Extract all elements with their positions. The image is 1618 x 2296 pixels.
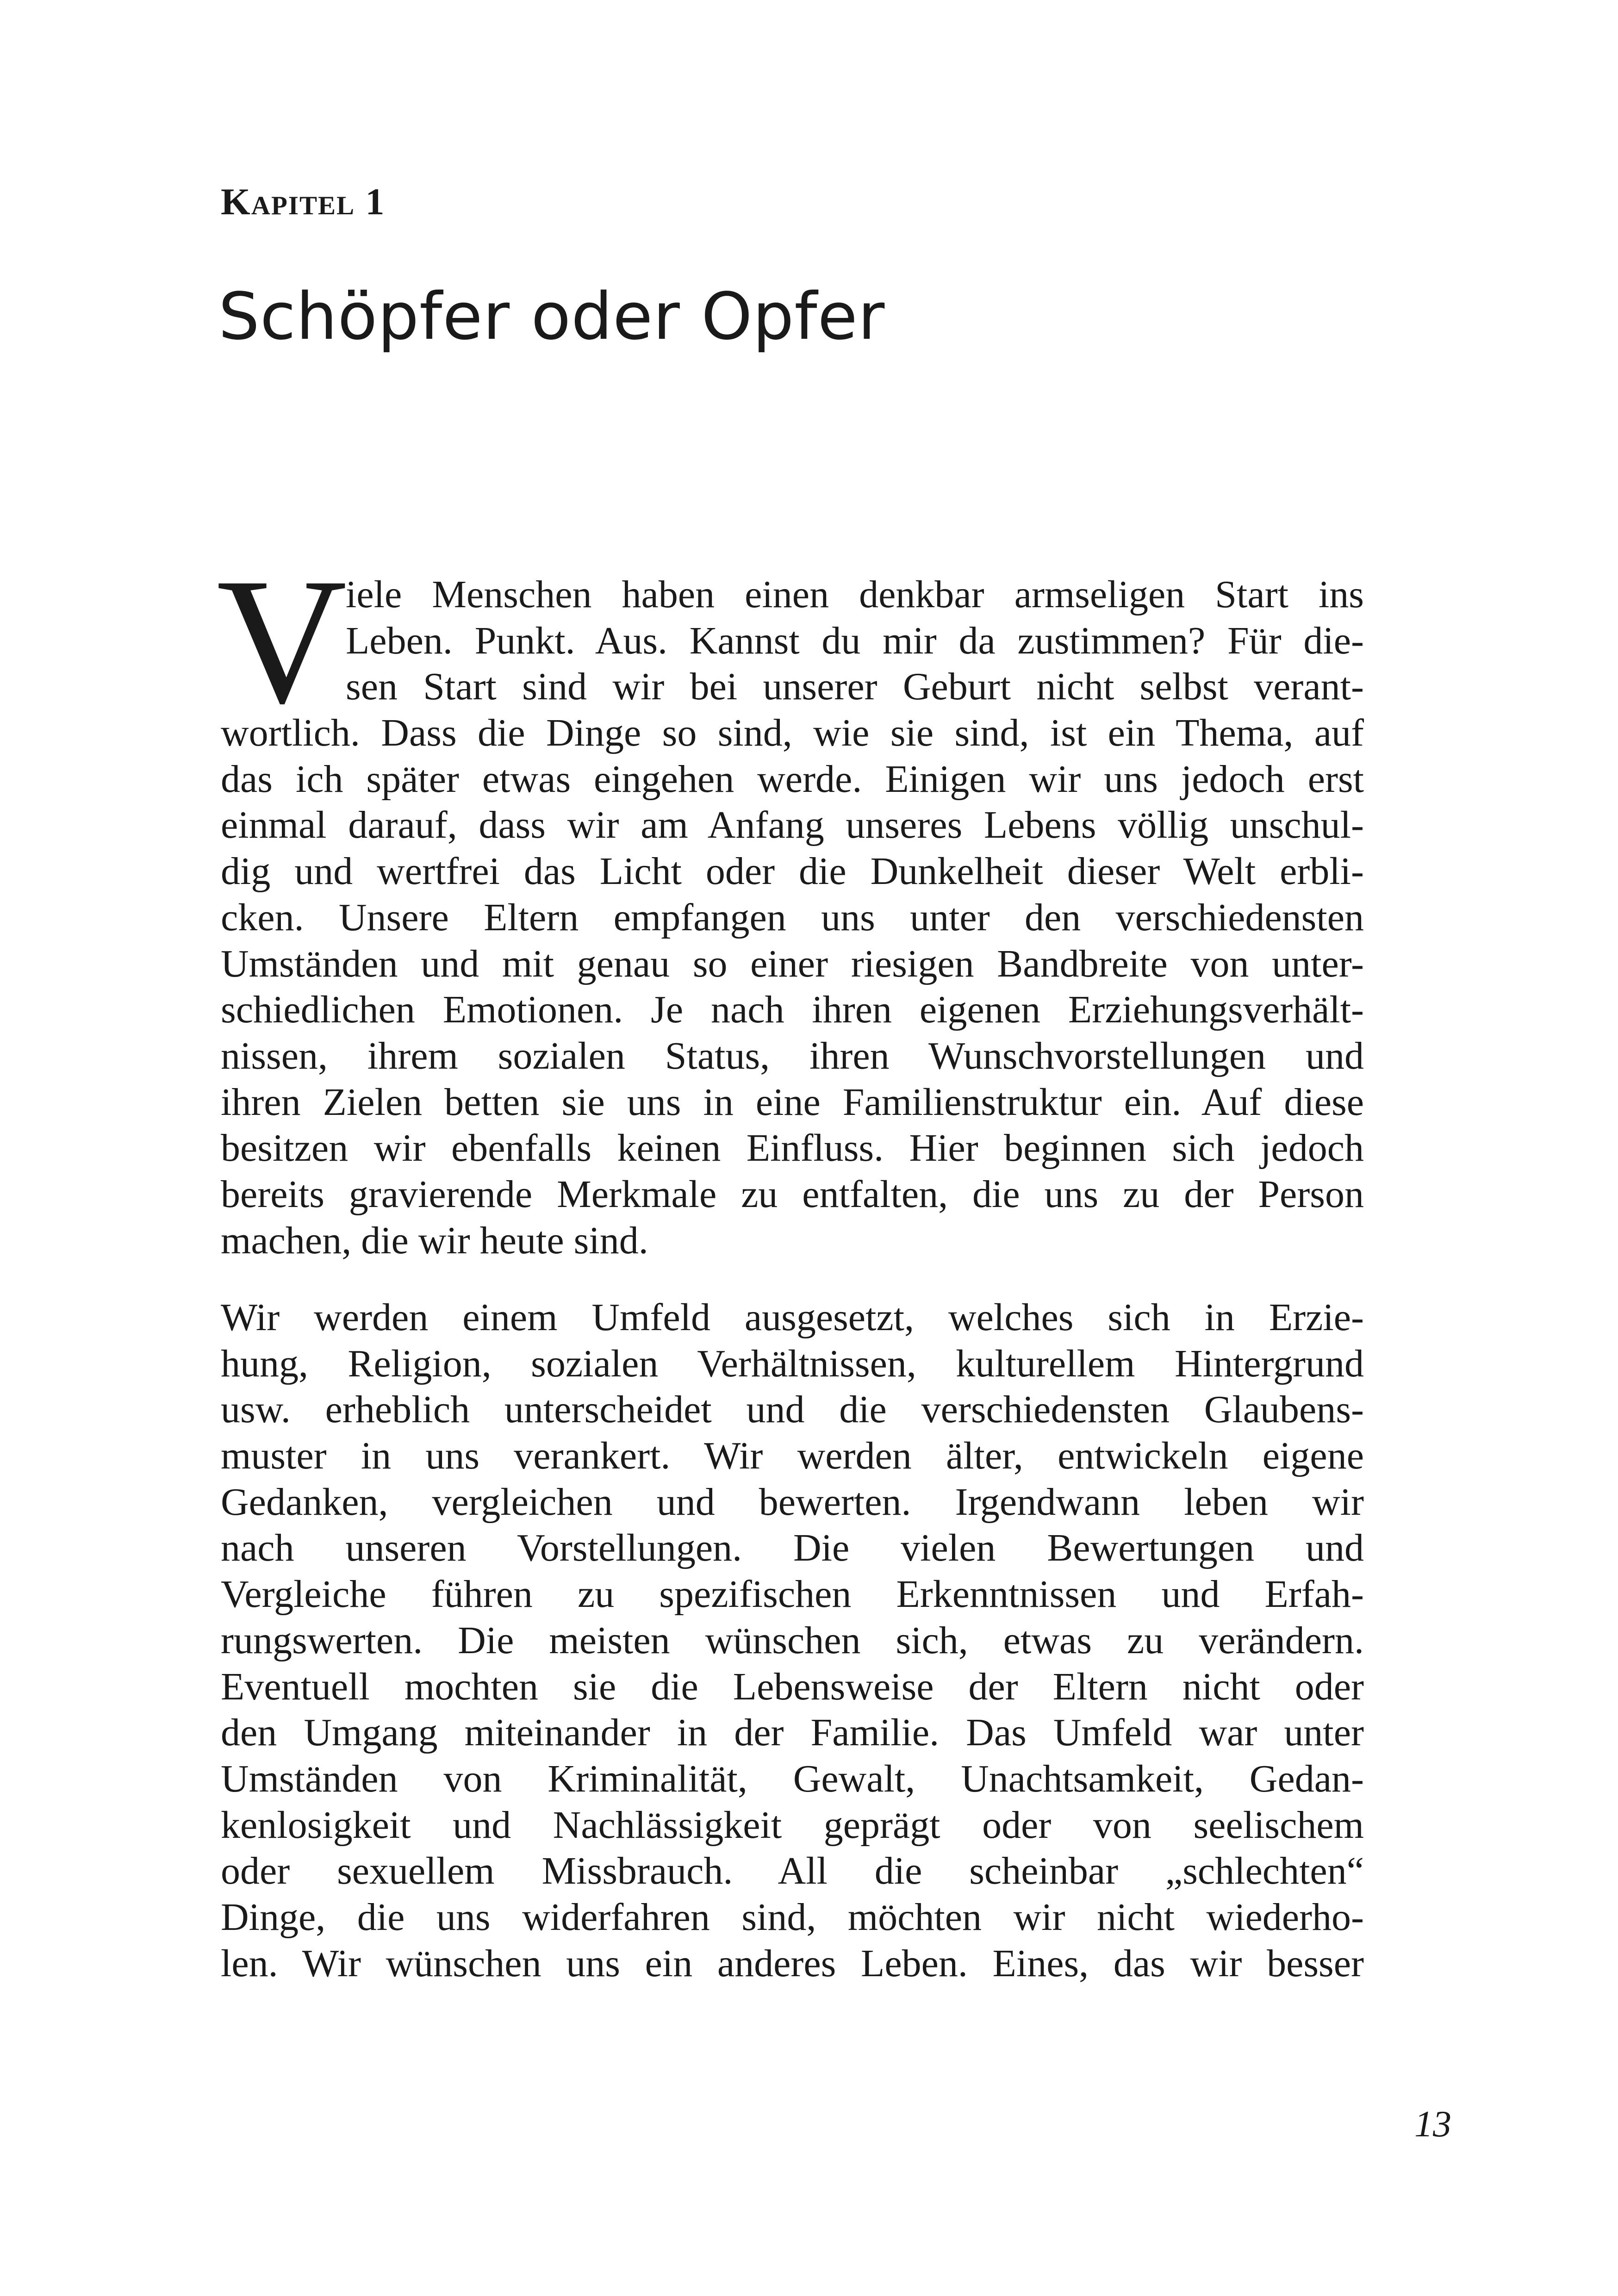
paragraph-line: Umständen und mit genau so einer riesigen Bandbreite von unter- bbox=[221, 942, 1364, 985]
paragraph-line: Dinge, die uns widerfahren sind, möchten wir nicht wiederho- bbox=[221, 1895, 1364, 1939]
chapter-title: Schöpfer oder Opfer bbox=[218, 279, 885, 355]
paragraph-line: wortlich. Dass die Dinge so sind, wie sie sind, ist ein Thema, auf bbox=[221, 711, 1364, 755]
paragraph-line: bereits gravierende Merkmale zu entfalten, die uns zu der Person bbox=[221, 1172, 1364, 1216]
paragraph-line: iele Menschen haben einen denkbar armseligen Start ins bbox=[346, 573, 1364, 616]
paragraph-line: Leben. Punkt. Aus. Kannst du mir da zustimmen? Für die- bbox=[346, 619, 1364, 662]
paragraph-line: hung, Religion, sozialen Verhältnissen, kulturellem Hintergrund bbox=[221, 1342, 1364, 1385]
paragraph-line: nissen, ihrem sozialen Status, ihren Wunschvorstellungen und bbox=[221, 1034, 1364, 1077]
paragraph-line: besitzen wir ebenfalls keinen Einfluss. Hier beginnen sich jedoch bbox=[221, 1126, 1364, 1170]
paragraph-line: kenlosigkeit und Nachlässigkeit geprägt oder von seelischem bbox=[221, 1803, 1364, 1847]
paragraph-line: machen, die wir heute sind. bbox=[221, 1219, 648, 1262]
paragraph-line: einmal darauf, dass wir am Anfang unseres Lebens völlig unschul- bbox=[221, 803, 1364, 847]
paragraph-line: das ich später etwas eingehen werde. Einigen wir uns jedoch erst bbox=[221, 757, 1364, 801]
drop-cap: V bbox=[217, 541, 347, 741]
paragraph-line: dig und wertfrei das Licht oder die Dunkelheit dieser Welt erbli- bbox=[221, 850, 1364, 893]
paragraph-line: len. Wir wünschen uns ein anderes Leben. Eines, das wir besser bbox=[221, 1941, 1364, 1985]
paragraph-line: den Umgang miteinander in der Familie. Das Umfeld war unter bbox=[221, 1711, 1364, 1755]
paragraph-line: sen Start sind wir bei unserer Geburt nicht selbst verant- bbox=[346, 665, 1364, 709]
paragraph-line: rungswerten. Die meisten wünschen sich, etwas zu verändern. bbox=[221, 1618, 1364, 1662]
paragraph-line: schiedlichen Emotionen. Je nach ihren eigenen Erziehungsverhält- bbox=[221, 988, 1364, 1032]
paragraph-line: Wir werden einem Umfeld ausgesetzt, welches sich in Erzie- bbox=[221, 1296, 1364, 1339]
paragraph-line: muster in uns verankert. Wir werden älter, entwickeln eigene bbox=[221, 1434, 1364, 1478]
chapter-label: Kapitel 1 bbox=[221, 180, 386, 223]
paragraph-line: cken. Unsere Eltern empfangen uns unter den verschiedensten bbox=[221, 896, 1364, 939]
paragraph-line: Vergleiche führen zu spezifischen Erkenntnissen und Erfah- bbox=[221, 1573, 1364, 1616]
paragraph-line: usw. erheblich unterscheidet und die verschiedensten Glaubens- bbox=[221, 1388, 1364, 1431]
paragraph-line: Umständen von Kriminalität, Gewalt, Unachtsamkeit, Gedan- bbox=[221, 1757, 1364, 1800]
paragraph-line: oder sexuellem Missbrauch. All die scheinbar „schlechten“ bbox=[221, 1849, 1364, 1893]
paragraph-2 bbox=[221, 1294, 1364, 1986]
paragraph-line: nach unseren Vorstellungen. Die vielen Bewertungen und bbox=[221, 1526, 1364, 1570]
paragraph-1 bbox=[221, 572, 1364, 1263]
paragraph-line: ihren Zielen betten sie uns in eine Familienstruktur ein. Auf diese bbox=[221, 1080, 1364, 1124]
page-number: 13 bbox=[1414, 2104, 1451, 2145]
paragraph-line: Gedanken, vergleichen und bewerten. Irgendwann leben wir bbox=[221, 1480, 1364, 1524]
paragraph-line: Eventuell mochten sie die Lebensweise der Eltern nicht oder bbox=[221, 1665, 1364, 1708]
